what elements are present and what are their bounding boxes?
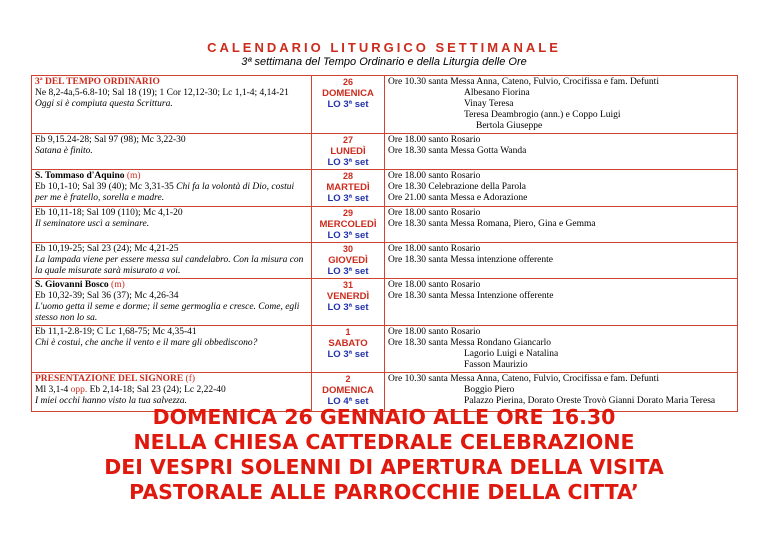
readings: Eb 9,15.24-28; Sal 97 (98); Mc 3,22-30 bbox=[35, 135, 186, 145]
table-row bbox=[32, 76, 738, 134]
weekday: MARTEDÌ bbox=[326, 182, 370, 193]
masses-cell bbox=[385, 134, 738, 170]
liturgy-cell bbox=[32, 279, 312, 326]
mass-line: Ore 18.30 Celebrazione della Parola bbox=[388, 182, 526, 192]
mass-line: Ore 18.00 santo Rosario bbox=[388, 280, 481, 290]
readings-second: Eb 2,14-18; Sal 23 (24); Lc 2,22-40 bbox=[89, 385, 226, 395]
date-number: 30 bbox=[342, 244, 353, 254]
gospel-quote: Satana è finito. bbox=[35, 146, 93, 156]
liturgy-hours-week: LO 3ª set bbox=[327, 302, 369, 313]
liturgy-hours-week: LO 3ª set bbox=[327, 99, 369, 110]
date-number: 27 bbox=[342, 135, 353, 145]
readings: Eb 10,11-18; Sal 109 (110); Mc 4,1-20 bbox=[35, 208, 183, 218]
mass-line: Ore 18.00 santo Rosario bbox=[388, 135, 481, 145]
date-number: 29 bbox=[342, 208, 353, 218]
gospel-quote: I miei occhi hanno visto la tua salvezza. bbox=[35, 396, 187, 406]
table-row bbox=[32, 243, 738, 279]
table-row bbox=[32, 326, 738, 373]
mass-line: Boggio Piero bbox=[464, 385, 515, 395]
table-row bbox=[32, 207, 738, 243]
date-number: 28 bbox=[342, 171, 353, 181]
saint-rank: (m) bbox=[126, 171, 141, 181]
gospel-quote: Chi è costui, che anche il vento e il mare gli obbediscono? bbox=[35, 338, 258, 348]
date-cell bbox=[312, 134, 385, 170]
date-cell bbox=[312, 170, 385, 207]
weekday: LUNEDÌ bbox=[330, 146, 366, 157]
readings: Eb 11,1-2.8-19; C Lc 1,68-75; Mc 4,35-41 bbox=[35, 327, 197, 337]
mass-line: Ore 18.30 santa Messa Romana, Piero, Gina e Gemma bbox=[388, 219, 596, 229]
feast-rank: (f) bbox=[185, 374, 196, 384]
mass-line: Ore 18.30 santa Messa Intenzione offerente bbox=[388, 291, 554, 301]
masses-cell bbox=[385, 207, 738, 243]
weekday: SABATO bbox=[328, 338, 368, 349]
mass-line: Bertola Giuseppe bbox=[476, 121, 543, 131]
mass-line: Lagorio Luigi e Natalina bbox=[464, 349, 559, 359]
mass-line: Ore 18.00 santo Rosario bbox=[388, 171, 481, 181]
weekday: GIOVEDÌ bbox=[328, 255, 368, 266]
mass-line: Teresa Deambrogio (ann.) e Coppo Luigi bbox=[464, 110, 621, 120]
table-row bbox=[32, 170, 738, 207]
liturgy-cell bbox=[32, 207, 312, 243]
masses-cell bbox=[385, 279, 738, 326]
mass-line: Albesano Fiorina bbox=[464, 88, 530, 98]
gospel-quote: La lampada viene per essere messa sul candelabro. Con la misura con la quale misurate sarà misurato a voi. bbox=[35, 255, 304, 276]
liturgy-hours-week: LO 3ª set bbox=[327, 157, 369, 168]
saint-rank: (m) bbox=[111, 280, 125, 290]
liturgy-hours-week: LO 3ª set bbox=[327, 193, 369, 204]
masses-cell bbox=[385, 170, 738, 207]
liturgy-hours-week: LO 3ª set bbox=[327, 230, 369, 241]
date-cell bbox=[312, 207, 385, 243]
mass-line: Vinay Teresa bbox=[464, 99, 514, 109]
masses-cell bbox=[385, 326, 738, 373]
weekday: VENERDÌ bbox=[326, 291, 370, 302]
weekday: DOMENICA bbox=[322, 88, 374, 99]
table-row bbox=[32, 279, 738, 326]
date-number: 26 bbox=[342, 77, 353, 87]
banner-line: NELLA CHIESA CATTEDRALE CELEBRAZIONE bbox=[133, 430, 635, 454]
liturgy-hours-week: LO 4ª set bbox=[327, 396, 369, 407]
readings: Eb 10,32-39; Sal 36 (37); Mc 4,26-34 bbox=[35, 291, 179, 301]
date-number: 2 bbox=[345, 374, 351, 384]
liturgy-cell bbox=[32, 170, 312, 207]
banner-line: DEI VESPRI SOLENNI DI APERTURA DELLA VISITA bbox=[104, 455, 664, 479]
liturgy-cell bbox=[32, 134, 312, 170]
weekday: DOMENICA bbox=[322, 385, 374, 396]
gospel-quote: Oggi si è compiuta questa Scrittura. bbox=[35, 99, 173, 109]
mass-line: Ore 18.30 santa Messa Gotta Wanda bbox=[388, 146, 527, 156]
feast-name: PRESENTAZIONE DEL SIGNORE bbox=[35, 374, 184, 384]
date-number: 31 bbox=[342, 280, 353, 290]
calendar-table bbox=[31, 75, 738, 412]
gospel-quote: Chi fa la volontà di Dio, costui per me è fratello, sorella e madre. bbox=[35, 182, 295, 203]
mass-line: Ore 18.00 santo Rosario bbox=[388, 208, 481, 218]
gospel-quote: L'uomo getta il seme e dorme; il seme germoglia e cresce. Come, egli stesso non lo sa. bbox=[35, 302, 300, 323]
feast-name: 3ª DEL TEMPO ORDINARIO bbox=[35, 77, 160, 87]
saint-name: S. Giovanni Bosco bbox=[35, 280, 109, 290]
liturgy-cell bbox=[32, 76, 312, 134]
mass-line: Ore 10.30 santa Messa Anna, Cateno, Fulvio, Crocifissa e fam. Defunti bbox=[388, 77, 659, 87]
mass-line: Ore 21.00 santa Messa e Adorazione bbox=[388, 193, 528, 203]
mass-line: Fasson Maurizio bbox=[464, 360, 528, 370]
saint-name: S. Tommaso d'Aquino bbox=[35, 171, 125, 181]
mass-line: Ore 10.30 santa Messa Anna, Cateno, Fulvio, Crocifissa e fam. Defunti bbox=[388, 374, 659, 384]
liturgy-hours-week: LO 3ª set bbox=[327, 349, 369, 360]
readings-first: Ml 3,1-4 bbox=[35, 385, 69, 395]
mass-line: Ore 18.30 santa Messa intenzione offerente bbox=[388, 255, 553, 265]
date-cell bbox=[312, 76, 385, 134]
date-number: 1 bbox=[345, 327, 351, 337]
date-cell bbox=[312, 279, 385, 326]
banner-line: DOMENICA 26 GENNAIO ALLE ORE 16.30 bbox=[152, 405, 616, 429]
liturgy-cell bbox=[32, 326, 312, 373]
weekday: MERCOLEDÌ bbox=[319, 219, 377, 230]
page-title: CALENDARIO LITURGICO SETTIMANALE bbox=[207, 40, 561, 55]
masses-cell bbox=[385, 243, 738, 279]
liturgy-hours-week: LO 3ª set bbox=[327, 266, 369, 277]
masses-cell bbox=[385, 76, 738, 134]
table-row bbox=[32, 134, 738, 170]
mass-line: Ore 18.00 santo Rosario bbox=[388, 244, 481, 254]
mass-line: Palazzo Pierina, Dorato Oreste Trovò Gianni Dorato Maria Teresa bbox=[464, 396, 716, 406]
readings: Eb 10,19-25; Sal 23 (24); Mc 4,21-25 bbox=[35, 244, 179, 254]
banner-line: PASTORALE ALLE PARROCCHIE DELLA CITTA’ bbox=[129, 480, 639, 504]
readings-alt: opp. bbox=[70, 385, 88, 395]
event-banner bbox=[0, 405, 768, 505]
mass-line: Ore 18.30 santa Messa Rondano Giancarlo bbox=[388, 338, 552, 348]
gospel-quote: Il seminatore uscì a seminare. bbox=[35, 219, 150, 229]
readings: Eb 10,1-10; Sal 39 (40); Mc 3,31-35 bbox=[35, 182, 174, 192]
date-cell bbox=[312, 326, 385, 373]
readings: Ne 8,2-4a,5-6.8-10; Sal 18 (19); 1 Cor 12,12-30; Lc 1,1-4; 4,14-21 bbox=[35, 88, 289, 98]
mass-line: Ore 18.00 santo Rosario bbox=[388, 327, 481, 337]
liturgy-cell bbox=[32, 243, 312, 279]
page-subtitle: 3ª settimana del Tempo Ordinario e della Liturgia delle Ore bbox=[241, 56, 527, 68]
date-cell bbox=[312, 243, 385, 279]
